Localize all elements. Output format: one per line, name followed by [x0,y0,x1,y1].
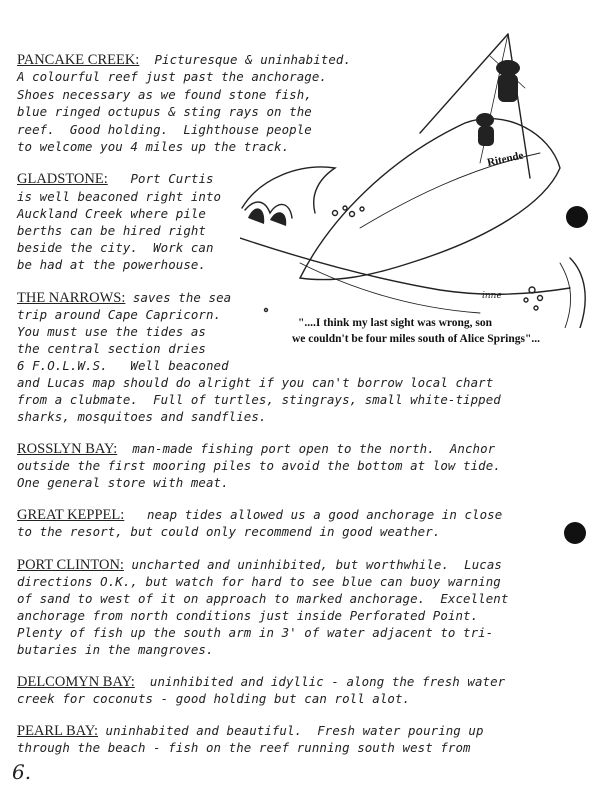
section-heading: PANCAKE CREEK: [17,52,140,68]
great-keppel-line-2: to the resort, but could only recommend in good weather. [17,524,441,539]
wave-crest [242,167,335,213]
section-heading: DELCOMYN BAY: [17,674,135,690]
gladstone-line-5: beside the city. Work can [17,240,214,255]
section-heading: PORT CLINTON: [17,557,124,573]
the-narrows-line-7: from a clubmate. Full of turtles, stingrays, small white-tipped [17,392,501,407]
rosslyn-bay-line-1: ROSSLYN BAY: man-made fishing port open to the north. Anchor [17,441,496,457]
pancake-creek-line-5: reef. Good holding. Lighthouse people [17,122,312,137]
gladstone-line-1: GLADSTONE: Port Curtis [17,171,214,187]
port-clinton-line-4: anchorage from north conditions just inside Perforated Point. [17,608,479,623]
gladstone-line-2: is well beaconed right into [17,189,222,204]
delcomyn-bay-line-2: creek for coconuts - good holding but can roll alot. [17,691,411,706]
illustration-caption-line-1: "....I think my last sight was wrong, son [298,317,493,329]
binder-hole-top [566,206,588,228]
pancake-creek-line-3: Shoes necessary as we found stone fish, [17,87,312,102]
section-heading: THE NARROWS: [17,290,126,306]
gladstone-line-6: be had at the powerhouse. [17,257,206,272]
port-clinton-line-3: of sand to west of it on approach to marked anchorage. Excellent [17,591,509,606]
the-narrows-line-3: You must use the tides as [17,324,206,339]
delcomyn-bay-line-1: DELCOMYN BAY: uninhibited and idyllic - along the fresh water [17,674,506,690]
artist-signature: inne [482,291,502,301]
section-heading: GREAT KEPPEL: [17,507,125,523]
port-clinton-line-6: butaries in the mangroves. [17,642,214,657]
port-clinton-line-5: Plenty of fish up the south arm in 3' of water adjacent to tri- [17,625,494,640]
gladstone-line-4: berths can be hired right [17,223,206,238]
the-narrows-line-1: THE NARROWS: saves the sea [17,290,232,306]
pancake-creek-line-6: to welcome you 4 miles up the track. [17,139,290,154]
pearl-bay-line-1: PEARL BAY: uninhabited and beautiful. Fresh water pouring up [17,723,484,739]
the-narrows-line-8: sharks, mosquitoes and sandflies. [17,409,267,424]
binder-hole-bottom [564,522,586,544]
the-narrows-line-6: and Lucas map should do alright if you can't borrow local chart [17,375,494,390]
boat-hull [300,119,560,280]
great-keppel-line-1: GREAT KEPPEL: neap tides allowed us a good anchorage in close [17,507,503,523]
port-clinton-line-2: directions O.K., but watch for hard to see blue can buoy warning [17,574,501,589]
pearl-bay-line-2: through the beach - fish on the reef running south west from [17,740,471,755]
section-heading: GLADSTONE: [17,171,108,187]
the-narrows-line-4: the central section dries [17,341,206,356]
port-clinton-line-1: PORT CLINTON: uncharted and uninhibited, but worthwhile. Lucas [17,557,502,573]
page-number: 6. [12,760,32,784]
boat-name-label: Ritende [486,149,525,169]
rosslyn-bay-line-3: One general store with meat. [17,475,229,490]
pancake-creek-line-2: A colourful reef just past the anchorage. [17,69,327,84]
pancake-creek-line-1: PANCAKE CREEK: Picturesque & uninhabited. [17,52,352,68]
the-narrows-line-5: 6 F.O.L.W.S. Well beaconed [17,358,229,373]
section-heading: ROSSLYN BAY: [17,441,118,457]
sailor-figure [498,74,518,102]
illustration-caption-line-2: we couldn't be four miles south of Alice Springs"... [292,333,541,345]
gladstone-line-3: Auckland Creek where pile [17,206,206,221]
section-heading: PEARL BAY: [17,723,98,739]
boat-cartoon-illustration [240,28,600,328]
the-narrows-line-2: trip around Cape Capricorn. [17,307,222,322]
rosslyn-bay-line-2: outside the first mooring piles to avoid the bottom at low tide. [17,458,501,473]
pancake-creek-line-4: blue ringed octupus & sting rays on the [17,104,312,119]
